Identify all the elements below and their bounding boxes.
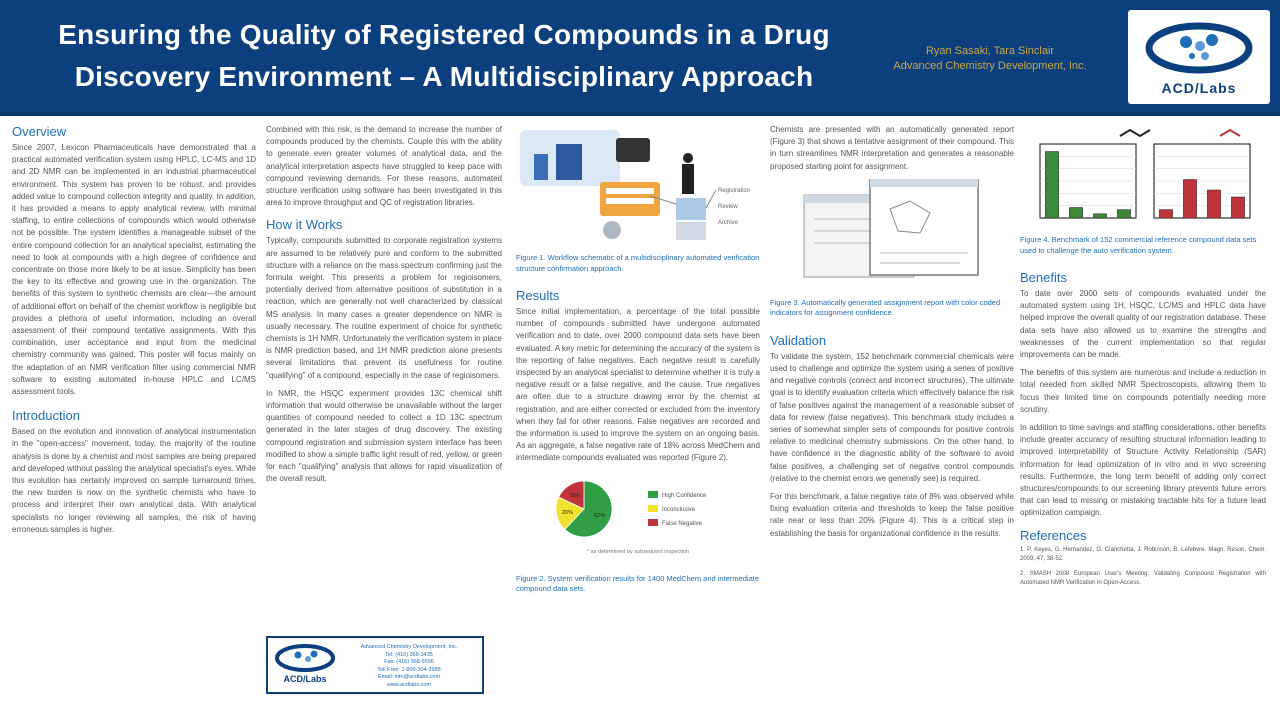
poster-header (0, 0, 1280, 116)
workflow-diagram (516, 124, 760, 248)
sponsor-line: Toll Free: 1-800-304-3988 (377, 666, 441, 673)
pie-legend-swatch (648, 505, 658, 512)
sponsor-line: Fax: (416) 368-5596 (384, 659, 434, 665)
bar-mark (1045, 152, 1058, 219)
figure-4-caption: Figure 4. Benchmark of 152 commercial reference compound data sets used to challenge the auto verification system. (1020, 235, 1257, 255)
how-it-works-text-2: In NMR, the HSQC experiment provides 13C chemical shift information that would otherwise be unavailable without the larger quantities of compound needed to collect a 1D 13C spectrum generated in the later stages of drug discovery. The existing compound registration and submission system interface has been modified to show a simple traffic light result of red, yellow, or green for each "qualifying" analysis that allows for rapid visualization of the overall result. (266, 388, 502, 484)
references-heading: References (1020, 527, 1087, 543)
pie-footnote: * as determined by subsequent inspection (586, 548, 690, 555)
molecule-structure-icon (1120, 130, 1150, 136)
reference-2: 2. SMASH 2008 European User's Meeting: Validating Compound Registration with Automated NMR Verification in Open-Access. (1020, 570, 1266, 586)
sponsor-line: Advanced Chemistry Development, Inc. (360, 644, 458, 650)
benefits-text-2: The benefits of this system are numerous and include a reduction in total needed from skilled NMR Spectroscopists, allowing them to focus their limited time on compounds potentially needing more scrutiny. (1020, 368, 1266, 414)
chemist-head-icon (683, 153, 693, 163)
workflow-label: Archive (718, 220, 739, 226)
acdlabs-swirl-icon (1142, 16, 1256, 78)
benefits-text-1: To date over 2000 sets of compounds evaluated under the automated system using 1H, HSQC, LC/MS and HPLC data have helped improve the overall quality of our registration database. These data sets have also allowed us to examine the strengths and weaknesses of the current implementation so that regular improvements can be made. (1020, 289, 1266, 360)
bar-mark (1069, 208, 1082, 219)
bar-mark (1159, 210, 1172, 218)
figure-3-caption: Figure 3. Automatically generated assignment report with color coded indicators for assignment confidence. (770, 297, 1001, 318)
molecule-structure-icon (1220, 130, 1240, 136)
validation-text-1: To validate the system, 152 benchmark commercial chemicals were used to challenge and optimize the system using a series of positive and negative controls (correct and incorrect structures). The ultimate goal is to identify evaluation criteria which effectively balance the risk of false positives against the management of a reasonable subset of data for review (false negatives). This benchmark study includes a series of somewhat simpler sets of compounds for positive controls relative to medicinal chemistry submissions. On the other hand, to have confidence in the diagnostic ability of the software to avoid false positives, a challenging set of negative control compounds (relative to the chemist errors we generally see) is required. (770, 351, 1014, 483)
bar-mark (1231, 197, 1244, 218)
pie-legend-swatch (648, 491, 658, 498)
bar-mark (1093, 214, 1106, 218)
data-device-icon (616, 138, 650, 162)
figure-3-report-screenshot (770, 179, 1014, 293)
introduction-heading: Introduction (12, 408, 80, 424)
pie-legend-label: False Negative (662, 520, 703, 527)
column-3 (516, 124, 760, 595)
sponsor-logo-text: ACD/Labs (283, 674, 327, 684)
how-it-works-text-1: Typically, compounds submitted to corporate registration systems are assumed to be relatively pure and conform to the submitted structure with a reliance on the mass spectrum confirming just the formula weight. This presents a problem for regioisomers, potentially derived from alternative positions of substitution in a reaction, which are generally not well characterized by classical MS analysis. In many cases a greater dependence on NMR is usually necessary. The routine experiment of choice for synthetic chemists is 1H NMR. Unfortunately the verification system in place is NMR prediction based, and 1H NMR prediction alone presents several limitations that prevent its usefulness for routine "qualifying" of a compound, especially in the case of regioisomers. (266, 236, 502, 380)
pie-legend-label: Inconclusive (662, 506, 696, 513)
bar-mark (1207, 190, 1220, 218)
workflow-label: Registration (718, 188, 751, 194)
registration-server-icon (676, 198, 706, 220)
sponsor-line: www.acdlabs.com (386, 681, 432, 688)
bar-mark (1183, 180, 1196, 219)
reference-1: 1. P. Keyes, G. Hernandez, G. Cianchetta, J. Robinson, B. Lefebvre. Magn. Reson. Chem. 2009, 47, 38-52. (1020, 546, 1266, 562)
figure-4-bar-charts (1020, 124, 1266, 230)
title-line-2: Discovery Environment – A Multidisciplinary Approach (74, 61, 814, 92)
workflow-label: Review (718, 204, 738, 210)
overview-heading: Overview (12, 124, 67, 139)
report-intro-text: Chemists are presented with an automatically generated report (Figure 3) that shows a tentative assignment of their compound. This in turn streamlines NMR interpretation and generates a reasonable proposed starting point for assignment. (770, 125, 1014, 171)
continuation-text: Combined with this risk, is the demand to increase the number of compounds produced by the chemists. Couple this with the ability to generate even greater volumes of analytical data, and the analytical interpretation aspects have struggled to keep pace with compound reviewing demands. For these reasons, automated structure verification using software has been investigated in this area to improve throughput and QC of registration libraries. (266, 125, 502, 208)
validation-heading: Validation (770, 332, 827, 348)
column-4 (770, 124, 1014, 546)
pie-data-label: 62% (594, 512, 606, 519)
pie-legend-label: High Confidence (662, 492, 707, 499)
bar-mark (1117, 210, 1130, 218)
column-1 (12, 124, 256, 542)
figure-1-caption: Figure 1. Workflow schematic of a multidisciplinary automated verification structure confirmation approach. (516, 253, 760, 273)
figure-2-caption: Figure 2. System verification results for 1400 MedChem and intermediate compound data sets. (516, 573, 760, 594)
introduction-text: Based on the evolution and innovation of analytical instrumentation in the "open-access" movement, today, the majority of the routine analysis is done by a chemist and most samples are being prepared and developed without passing the analytical specialist's eyes. While this evolution has certainly improved on sample turnaround times, the new burden is now on the synthetic chemists who have to process and interpret their own analytical data. With analytical specialists no longer reviewing all samples, the risk of having erroneous samples is higher. (12, 427, 256, 534)
title-line-1: Ensuring the Quality of Registered Compounds in a Drug (58, 19, 830, 50)
results-heading: Results (516, 288, 560, 303)
instrument-icon (556, 144, 582, 180)
how-it-works-heading: How it Works (266, 217, 343, 233)
figure-2-pie-chart (516, 471, 760, 557)
archive-server-icon (676, 222, 706, 240)
sponsor-contact (342, 644, 476, 689)
results-text: Since initial implementation, a percentage of the total possible number of compounds submitted have undergone automated verification and to date, over 2000 compound data sets have been evaluated. A key metric for determining the accuracy of the system is the reporting of false negatives. Each negative result is carefully inspected by an analytical specialist to determine whether it is truly a negative result or a false negative, and the cause. True negatives are often due to a structure drawing error by the chemist at registration, and are either corrected or excluded from the inventory when they fail for other reasons. False negatives are recorded and the information is used to improve the system on an ongoing basis. As an aggregate, a false negative rate of 18% across MedChem and intermediate compounds evaluated was reported (Figure 2). (516, 307, 760, 463)
database-icon (603, 221, 621, 239)
validation-text-2: For this benchmark, a false negative rate of 8% was observed while fixing evaluation criteria and thresholds to keep the false positive rate near or less than 20% (Figure 4). This is a critical step in establishing the basis for organizational confidence in the results. (770, 492, 1014, 538)
sponsor-line: Tel: (416) 368-3435 (385, 651, 433, 658)
poster-title (14, 14, 874, 98)
scientist-icon (534, 154, 548, 180)
author-affiliation: Advanced Chemistry Development, Inc. (893, 60, 1087, 72)
sponsor-line: Email: info@acdlabs.com (377, 674, 441, 680)
column-2 (266, 124, 502, 491)
report-window-front (870, 179, 978, 275)
column-5 (1020, 124, 1266, 594)
author-block (872, 44, 1108, 74)
acdlabs-logo (1128, 10, 1270, 104)
sponsor-box (266, 636, 484, 694)
chemist-body-icon (682, 164, 694, 194)
acdlabs-small-logo-icon (272, 640, 338, 686)
pie-legend-swatch (648, 519, 658, 526)
pie-data-label: 20% (561, 509, 574, 516)
author-names: Ryan Sasaki, Tara Sinclair (925, 45, 1055, 57)
benefits-text-3: In addition to time savings and staffing considerations, other benefits include greater accuracy of resulting structural information leading to improved interpretability of Structure Activity Relationship (SAR) information for lead optimization of in vitro and in vivo screening results. Furthermore, the long term benefit of adding only correct structures/compounds to our screening library prevents future errors that can lead to missing or mistaking tractable hits for a future lead optimization campaign. (1020, 423, 1266, 518)
pie-data-label: 18% (569, 492, 581, 499)
logo-text: ACD/Labs (1161, 80, 1237, 96)
overview-text: Since 2007, Lexicon Pharmaceuticals have demonstrated that a practical automated verification system using HPLC, LC-MS and 1D and 2D NMR can be implemented in an industrial pharmaceutical environment. This system has proven to be robust, and provides added value to compound collection integrity and quality. In addition, it has provided a means to apply analytical review, with minimal staffing, to entire collections of compounds which would otherwise not be possible. The system identifies a manageable subset of the entire compound collection for an analytical specialist, estimating the need to look at compounds with a high degree of confidence and concentrate on those more likely to be at issue. Simplicity has been the key to its effective and growing use in the organization. The benefits of this system to synthetic chemists are clear—the amount of additional effort on behalf of the chemist workflow is negligible but provides a plethora of useful information, including an overall assessment of their compound tentative assignments. With this combination, user acceptance and input from the medicinal chemistry community was gained. This poster will focus mainly on the adaptation of an NMR verification filter using commercial NMR software to existing automated in-house HPLC and LC/MS assessment tools. (12, 143, 256, 397)
benefits-heading: Benefits (1020, 270, 1067, 285)
